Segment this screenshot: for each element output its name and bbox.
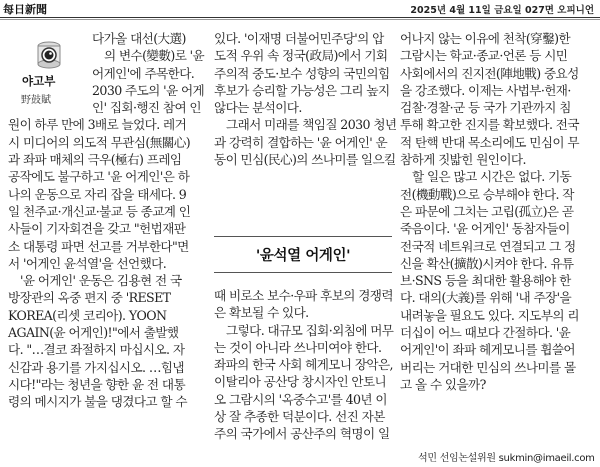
masthead — [0, 0, 600, 16]
writer-credit: 석민 선임논설위원 sukmin@imaeil.com — [418, 453, 595, 464]
text-line: 일 천주교·개신교·불교 등 종교계 인 — [8, 203, 191, 219]
title-rule-top — [214, 236, 392, 237]
eye-glass-icon — [34, 40, 64, 70]
text-line: 좌파의 한국 사회 헤게모니 장악은, — [214, 357, 393, 373]
author-name: 야고부 — [22, 74, 56, 88]
text-line: 서 '어게인 윤석열'을 선언했다. — [8, 255, 167, 271]
text-line: 이탈리아 공산당 창시자인 안토니 — [214, 374, 387, 390]
text-line: '윤 어게인' 운동은 김용현 전 국 — [20, 273, 182, 289]
column-title-box — [214, 228, 392, 280]
text-line: 소 대통령 파면 선고를 거부한다"면 — [8, 238, 189, 254]
text-line: 전(機動戰)으로 승부해야 한다. 작 — [400, 186, 574, 202]
text-line: 다가올 대선(大選) — [92, 31, 186, 46]
text-line: 전국적 네트워크로 연결되고 그 정 — [400, 238, 576, 254]
text-column-3 — [400, 30, 594, 393]
text-line: 은 확보될 수 있다. — [214, 305, 309, 321]
text-line: 주의적 중도·보수 성향의 국민의힘 — [214, 65, 390, 81]
text-line: 나의 운동으로 자리 잡을 태세다. 9 — [8, 186, 187, 202]
text-line: 적 탄핵 반대 목소리에도 민심이 무 — [400, 134, 579, 150]
text-line: 인' 집회·행진 참여 인 — [92, 100, 201, 116]
column-name: 野鼓賦 — [21, 95, 51, 106]
text-line: 주의 국가에서 공산주의 혁명이 일 — [214, 426, 390, 442]
header-rule-thin — [0, 19, 600, 20]
text-line: 과 좌파 매체의 극우(極右) 프레임 — [8, 152, 182, 168]
text-line: 브·SNS 등을 최대한 활용해야 한 — [400, 273, 571, 289]
text-line: 다. 대의(大義)를 위해 '내 주장'을 — [400, 290, 572, 306]
text-line: 그렇다. 대규모 집회·외침에 머무 — [226, 322, 394, 338]
text-line: 의 변수(變數)로 '윤 — [104, 48, 205, 64]
text-line: 는 것이 아니라 쓰나미여야 한다. — [214, 339, 382, 355]
text-line: 있다. '이재명 더불어민주당'의 압 — [214, 31, 384, 46]
text-line: 참하게 짓밟힌 원인이다. — [400, 152, 526, 168]
text-line: 않다는 분석이다. — [214, 100, 302, 116]
text-line: 할 일은 많고 시간은 없다. 기동 — [412, 169, 572, 185]
header-rule — [0, 17, 600, 18]
text-line: 을 강조했다. 이제는 사법부·헌재· — [400, 82, 571, 98]
text-line: 그람시는 학교·종교·언론 등 시민 — [400, 48, 568, 64]
text-column-2-top — [214, 30, 397, 168]
text-line: 상 잘 추종한 덕분이다. 선진 자본 — [214, 409, 385, 425]
text-line: 동이 민심(民心)의 쓰나미를 일으킬 — [214, 152, 396, 168]
text-line: 고 올 수 있을까? — [400, 376, 486, 392]
text-line: 방장관의 옥중 편지 중 'RESET — [8, 290, 171, 306]
column-title: '윤석열 어게인' — [255, 248, 351, 264]
text-line: 내려놓을 필요도 있다. 지도부의 리 — [400, 307, 579, 323]
text-line: 2030 주도의 '윤 어게 — [92, 82, 205, 98]
text-line: 시다!"라는 청년을 향한 윤 전 대통 — [8, 376, 186, 392]
text-line: 더십이 어느 때보다 간절하다. '윤 — [400, 325, 571, 341]
text-line: 은 파문에 그치는 고립(孤立)은 곧 — [400, 203, 574, 219]
text-line: 그래서 미래를 책임질 2030 청년 — [226, 117, 397, 133]
newspaper-logo: 每日新聞 — [3, 3, 47, 16]
title-rule-bottom — [214, 272, 392, 273]
text-line: 때 비로소 보수·우파 후보의 경쟁력 — [214, 288, 393, 303]
text-line: AGAIN(윤 어게인)!"에서 출발했 — [8, 325, 179, 341]
text-line: 신감과 용기를 가지십시오. …힘냅 — [8, 359, 184, 375]
text-line: 공작에도 불구하고 '윤 어게인'은 하 — [8, 169, 190, 185]
text-line: 시 미디어의 의도적 무관심(無關心) — [8, 134, 191, 150]
text-line: 신을 확산(擴散)시켜야 한다. 유튜 — [400, 255, 574, 271]
text-line: KOREA(리셋 코리아). YOON — [8, 307, 167, 323]
text-line: 사들이 기자회견을 갖고 "헌법재판 — [8, 221, 186, 237]
text-line: 어게인'이 좌파 헤게모니를 휩쓸어 — [400, 342, 575, 358]
text-line: 원이 하루 만에 3배로 늘었다. 레거 — [8, 117, 187, 133]
text-line: 죽음이다. '윤 어게인' 동참자들이 — [400, 221, 570, 237]
text-column-2-bottom — [214, 287, 393, 443]
text-line: 어나지 않는 이유에 천착(穿鑿)한 — [400, 31, 571, 46]
text-line: 후보가 승리할 가능성은 그리 높지 — [214, 82, 390, 98]
text-line: 과 강력히 결합하는 '윤 어게인' 운 — [214, 134, 388, 150]
text-line: 오 그람시의 '옥중수고'를 40년 이 — [214, 391, 387, 407]
text-line: 검찰·경찰·군 등 국가 기관까지 침 — [400, 100, 571, 116]
text-line: 버리는 거대한 민심의 쓰나미를 몰 — [400, 359, 576, 375]
text-line: 도적 우위 속 정국(政局)에서 기회 — [214, 48, 388, 64]
text-line: 투해 확고한 진지를 확보했다. 전국 — [400, 117, 579, 133]
text-line: 다. "…결코 좌절하지 마십시오. 자 — [8, 342, 185, 358]
date-line: 2025년 4월 11일 금요일 027면 오피니언 — [410, 5, 594, 16]
text-line: 어게인'에 주목한다. — [92, 65, 195, 81]
text-line: 령의 메시지가 불을 댕겼다고 할 수 — [8, 394, 187, 410]
text-line: 사회에서의 진지전(陣地戰) 중요성 — [400, 65, 579, 81]
